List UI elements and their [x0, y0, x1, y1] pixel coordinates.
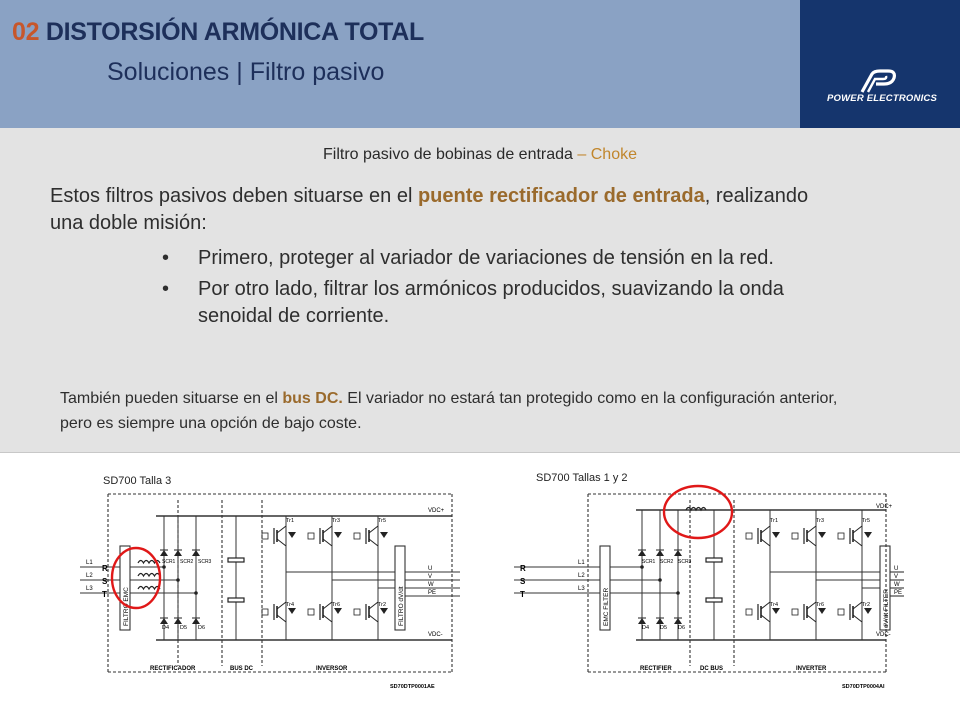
- section-label: BUS DC: [230, 666, 254, 672]
- freewheel-diode: [288, 532, 296, 538]
- igbt-driver: [308, 609, 314, 615]
- freewheel-diode: [380, 608, 388, 614]
- inductor-coil: [138, 587, 160, 590]
- thyristor-label: SCR2: [180, 559, 194, 565]
- transistor-label: Tr2: [378, 602, 387, 608]
- output-label: V: [428, 574, 433, 580]
- heading-main: Filtro pasivo de bobinas de entrada: [323, 146, 573, 163]
- igbt-collector: [807, 526, 816, 533]
- diode-label: D5: [180, 625, 188, 631]
- capacitor-symbol: [228, 598, 244, 602]
- freewheel-diode: [334, 532, 342, 538]
- input-label: R: [102, 564, 108, 573]
- diode-label: D6: [678, 625, 686, 631]
- diode-symbol: [638, 550, 646, 556]
- freewheel-diode: [864, 532, 872, 538]
- drawing-code: SD70DTP0001AE: [390, 684, 435, 690]
- igbt-collector: [369, 526, 378, 533]
- output-label: W: [894, 582, 900, 588]
- igbt-emitter: [761, 615, 770, 622]
- thyristor-label: SCR2: [660, 559, 674, 565]
- junction-dot: [194, 591, 198, 595]
- igbt-collector: [277, 526, 286, 533]
- drawing-code: SD70DTP0004AI: [842, 684, 885, 690]
- diode-symbol: [192, 550, 200, 556]
- capacitor-symbol: [706, 558, 722, 562]
- section-label: RECTIFIER: [640, 666, 672, 672]
- diode-symbol: [160, 618, 168, 624]
- heading-accent: Choke: [590, 146, 637, 163]
- transistor-label: Tr3: [332, 518, 341, 524]
- junction-dot: [658, 578, 662, 582]
- transistor-label: Tr1: [286, 518, 295, 524]
- bullet-text: Primero, proteger al variador de variaciones de tensión en la red.: [198, 247, 774, 269]
- igbt-emitter: [761, 539, 770, 546]
- igbt-driver: [308, 533, 314, 539]
- junction-dot: [162, 565, 166, 569]
- diode-label: D6: [198, 625, 206, 631]
- freewheel-diode: [864, 608, 872, 614]
- section-label: DC BUS: [700, 666, 724, 672]
- igbt-collector: [853, 526, 862, 533]
- igbt-driver: [792, 609, 798, 615]
- input-filter-label: FILTRO EMC: [123, 587, 130, 626]
- junction-dot: [640, 565, 644, 569]
- section-number: 02: [12, 18, 40, 46]
- diode-symbol: [192, 618, 200, 624]
- freewheel-diode: [772, 532, 780, 538]
- thyristor-label: SCR1: [162, 559, 176, 565]
- igbt-emitter: [369, 539, 378, 546]
- igbt-driver: [792, 533, 798, 539]
- diode-label: D4: [162, 625, 170, 631]
- bullet-mark: •: [162, 247, 170, 269]
- note-before: También pueden situarse en el: [60, 390, 283, 407]
- junction-dot: [676, 591, 680, 595]
- section-label: INVERSOR: [316, 666, 348, 672]
- igbt-driver: [746, 609, 752, 615]
- diode-symbol: [656, 618, 664, 624]
- thyristor-label: SCR1: [642, 559, 656, 565]
- igbt-driver: [354, 533, 360, 539]
- note-highlight: bus DC.: [282, 390, 343, 407]
- igbt-emitter: [369, 615, 378, 622]
- intro-before: Estos filtros pasivos deben situarse en el: [50, 185, 418, 207]
- output-label: W: [428, 582, 434, 588]
- vdc-positive-label: VDC+: [428, 508, 445, 514]
- diode-symbol: [174, 618, 182, 624]
- capacitor-symbol: [228, 558, 244, 562]
- output-filter-label: dV/dt FILTER: [883, 589, 890, 628]
- power-electronics-logo-icon: [858, 70, 898, 94]
- line-label: L2: [86, 573, 93, 579]
- line-label: L1: [86, 560, 93, 566]
- igbt-emitter: [853, 539, 862, 546]
- igbt-collector: [761, 602, 770, 609]
- vdc-negative-label: VDC-: [428, 632, 443, 638]
- igbt-emitter: [277, 615, 286, 622]
- igbt-collector: [853, 602, 862, 609]
- freewheel-diode: [380, 532, 388, 538]
- section-label: INVERTER: [796, 666, 827, 672]
- highlight-circle-input-choke: [112, 548, 160, 608]
- line-label: L1: [578, 560, 585, 566]
- transistor-label: Tr1: [770, 518, 779, 524]
- intro-highlight: puente rectificador de entrada: [417, 185, 705, 207]
- igbt-emitter: [807, 539, 816, 546]
- transistor-label: Tr6: [816, 602, 825, 608]
- igbt-collector: [369, 602, 378, 609]
- igbt-emitter: [323, 615, 332, 622]
- line-label: L2: [578, 573, 585, 579]
- logo-wordmark: POWER ELECTRONICS: [826, 93, 937, 104]
- igbt-emitter: [277, 539, 286, 546]
- transistor-label: Tr6: [332, 602, 341, 608]
- igbt-driver: [838, 533, 844, 539]
- transistor-label: Tr4: [286, 602, 295, 608]
- thyristor-label: SCR3: [198, 559, 212, 565]
- diode-symbol: [674, 550, 682, 556]
- list-item: [160, 276, 800, 330]
- diagram-right-caption: SD700 Tallas 1 y 2: [536, 472, 628, 484]
- igbt-emitter: [323, 539, 332, 546]
- intro-paragraph: [50, 183, 810, 237]
- output-label: PE: [894, 590, 903, 596]
- output-label: U: [428, 566, 433, 572]
- transistor-label: Tr4: [770, 602, 779, 608]
- freewheel-diode: [772, 608, 780, 614]
- bullet-mark: •: [162, 278, 170, 300]
- section-heading: [0, 146, 960, 164]
- capacitor-symbol: [706, 598, 722, 602]
- line-label: L3: [578, 586, 585, 592]
- thyristor-label: SCR3: [678, 559, 692, 565]
- igbt-collector: [323, 526, 332, 533]
- input-label: S: [520, 577, 526, 586]
- freewheel-diode: [288, 608, 296, 614]
- igbt-driver: [746, 533, 752, 539]
- output-label: V: [894, 574, 899, 580]
- bullet-text: Por otro lado, filtrar los armónicos producidos, suavizando la onda senoidal de corriente.: [198, 278, 784, 327]
- igbt-collector: [761, 526, 770, 533]
- vdc-negative-label: VDC-: [876, 632, 891, 638]
- list-item: [160, 245, 800, 272]
- diode-symbol: [674, 618, 682, 624]
- diode-symbol: [638, 618, 646, 624]
- note-paragraph: [60, 386, 860, 436]
- junction-dot: [176, 578, 180, 582]
- line-label: L3: [86, 586, 93, 592]
- heading-separator: –: [572, 146, 591, 163]
- igbt-driver: [354, 609, 360, 615]
- input-label: R: [520, 564, 526, 573]
- igbt-emitter: [807, 615, 816, 622]
- igbt-collector: [807, 602, 816, 609]
- transistor-label: Tr2: [862, 602, 871, 608]
- vdc-positive-label: VDC+: [876, 504, 893, 510]
- transistor-label: Tr3: [816, 518, 825, 524]
- igbt-driver: [838, 609, 844, 615]
- circuit-diagram-left: [86, 494, 470, 694]
- title-text: DISTORSIÓN ARMÓNICA TOTAL: [45, 18, 425, 46]
- input-label: T: [102, 590, 107, 599]
- logo-panel: [800, 0, 960, 128]
- diode-label: D4: [642, 625, 650, 631]
- section-label: RECTIFICADOR: [150, 666, 196, 672]
- freewheel-diode: [334, 608, 342, 614]
- transistor-label: Tr5: [378, 518, 387, 524]
- igbt-emitter: [853, 615, 862, 622]
- freewheel-diode: [818, 532, 826, 538]
- page-title: [12, 18, 424, 47]
- inductor-coil: [138, 574, 160, 577]
- note-after: El variador no estará tan protegido como en la configuración anterior, pero es siempre una opción de bajo coste.: [60, 390, 838, 432]
- page-subtitle: Soluciones | Filtro pasivo: [107, 58, 385, 86]
- diode-symbol: [656, 550, 664, 556]
- bullet-list: [160, 245, 800, 334]
- input-label: T: [520, 590, 525, 599]
- diode-symbol: [160, 550, 168, 556]
- igbt-driver: [262, 533, 268, 539]
- diode-label: D5: [660, 625, 668, 631]
- igbt-collector: [323, 602, 332, 609]
- circuit-diagram-right: [520, 494, 904, 694]
- output-label: U: [894, 566, 899, 572]
- diode-symbol: [174, 550, 182, 556]
- intro-after: , realizando una doble misión:: [50, 185, 809, 234]
- output-label: PE: [428, 590, 437, 596]
- output-filter-label: FILTRO dV/dt: [398, 586, 405, 626]
- input-label: S: [102, 577, 108, 586]
- igbt-driver: [262, 609, 268, 615]
- input-filter-label: EMC FILTER: [603, 587, 610, 626]
- igbt-collector: [277, 602, 286, 609]
- diagram-left-caption: SD700 Talla 3: [103, 475, 172, 487]
- freewheel-diode: [818, 608, 826, 614]
- transistor-label: Tr5: [862, 518, 871, 524]
